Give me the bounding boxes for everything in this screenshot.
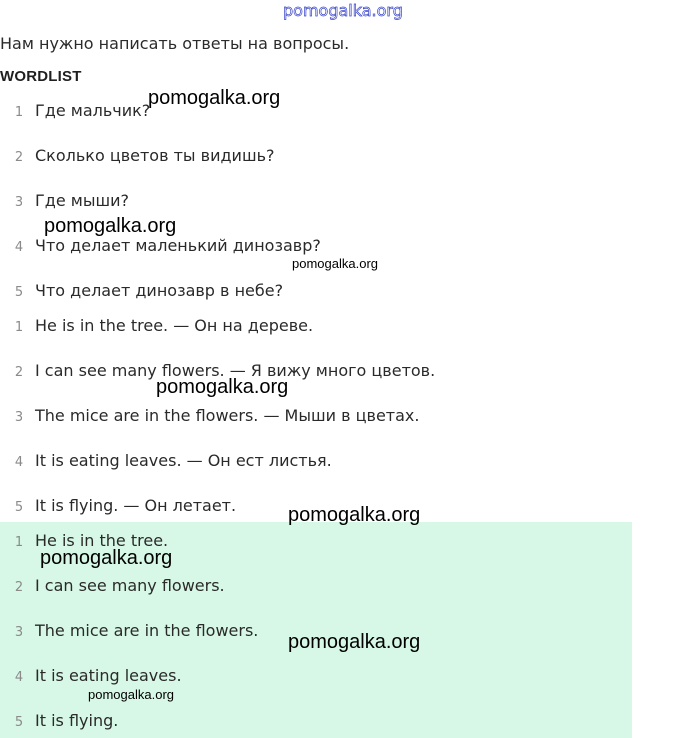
final-answer-text: It is flying. xyxy=(35,711,119,730)
question-text: Что делает маленький динозавр? xyxy=(35,236,321,255)
watermark: pomogalka.org xyxy=(156,376,289,398)
row-number: 3 xyxy=(14,625,24,640)
answer-text: It is flying. — Он летает. xyxy=(35,496,237,515)
watermark: pomogalka.org xyxy=(148,87,281,109)
watermark: pomogalka.org xyxy=(292,256,378,271)
answer-text: I can see many flowers. — Я вижу много цветов. xyxy=(35,361,436,380)
row-number: 2 xyxy=(14,580,24,595)
question-text: Сколько цветов ты видишь? xyxy=(35,146,275,165)
row-number: 2 xyxy=(14,150,24,165)
row-number: 4 xyxy=(14,670,24,685)
row-number: 2 xyxy=(14,365,24,380)
row-number: 4 xyxy=(14,455,24,470)
intro-text: Нам нужно написать ответы на вопросы. xyxy=(0,34,350,53)
row-number: 5 xyxy=(14,285,24,300)
row-number: 5 xyxy=(14,715,24,730)
row-number: 5 xyxy=(14,500,24,515)
watermark: pomogalka.org xyxy=(40,547,173,569)
final-answer-text: It is eating leaves. xyxy=(35,666,182,685)
question-text: Что делает динозавр в небе? xyxy=(35,281,284,300)
answer-text: It is eating leaves. — Он ест листья. xyxy=(35,451,332,470)
watermark-top: pomogalka.org xyxy=(283,1,403,20)
watermark: pomogalka.org xyxy=(88,687,174,702)
row-number: 3 xyxy=(14,195,24,210)
watermark: pomogalka.org xyxy=(44,215,177,237)
final-answer-text: I can see many flowers. xyxy=(35,576,225,595)
question-text: Где мальчик? xyxy=(35,101,151,120)
row-number: 1 xyxy=(14,535,24,550)
question-text: Где мыши? xyxy=(35,191,129,210)
watermark: pomogalka.org xyxy=(288,504,421,526)
row-number: 4 xyxy=(14,240,24,255)
final-answer-text: The mice are in the flowers. xyxy=(35,621,259,640)
row-number: 1 xyxy=(14,320,24,335)
watermark: pomogalka.org xyxy=(288,631,421,653)
wordlist-heading: WORDLIST xyxy=(0,68,82,85)
row-number: 1 xyxy=(14,105,24,120)
final-answer-text: He is in the tree. xyxy=(35,531,169,550)
answer-text: The mice are in the flowers. — Мыши в цветах. xyxy=(35,406,420,425)
answer-text: He is in the tree. — Он на дереве. xyxy=(35,316,314,335)
row-number: 3 xyxy=(14,410,24,425)
